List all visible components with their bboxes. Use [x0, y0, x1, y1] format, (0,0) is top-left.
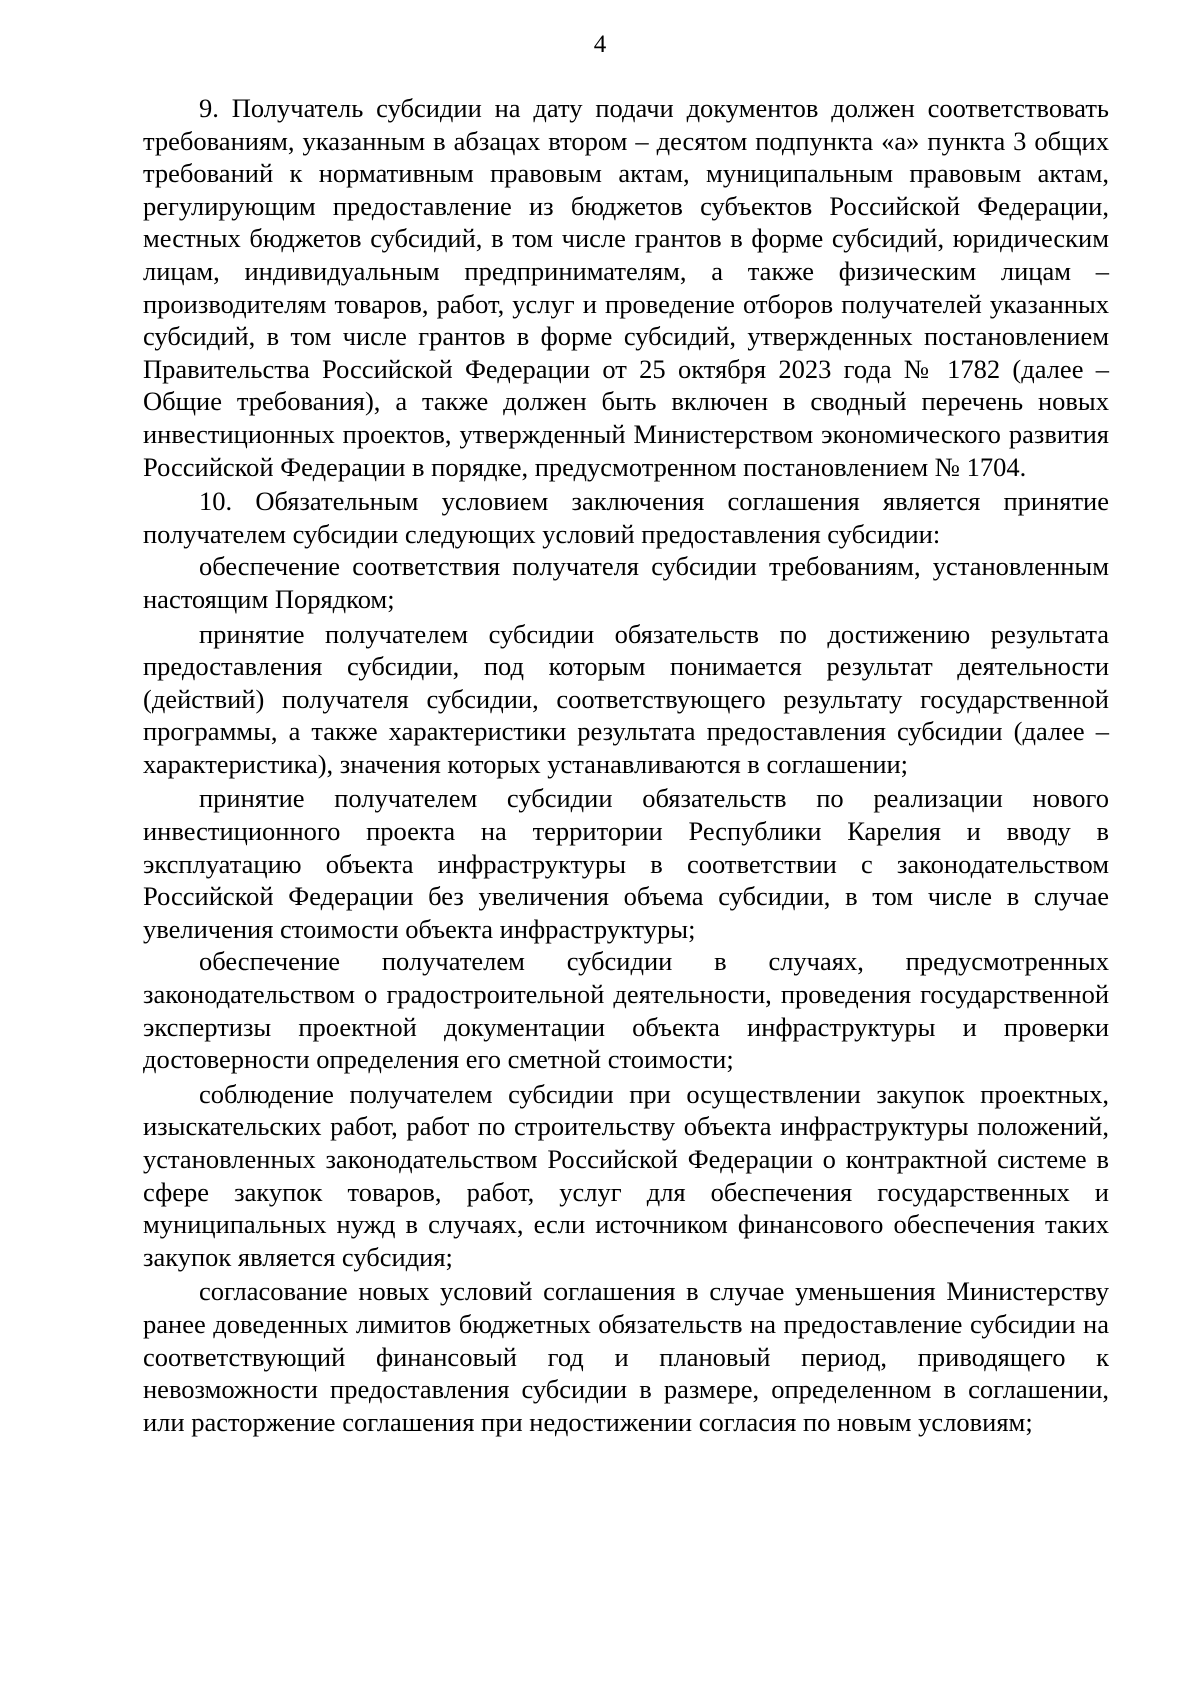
page-number: 4: [593, 31, 607, 58]
paragraph-item-10: 10. Обязательным условием заключения соглашения является принятие получателем субсидии следующих условий предоставления субсидии:: [143, 486, 1109, 549]
condition-agreement-amendment: согласование новых условий соглашения в случае уменьшения Министерству ранее доведенных лимитов бюджетных обязательств на предоставление субсидии на соответствующий финансовый год и плановый период, приводящего к невозможности предоставления субсидии в размере, определенном в соглашении, или расторжение соглашения при недостижении согласия по новым условиям;: [143, 1276, 1109, 1437]
document-body: [143, 92, 1109, 1438]
condition-compliance-requirements: обеспечение соответствия получателя субсидии требованиям, установленным настоящим Порядком;: [143, 551, 1109, 614]
condition-result-obligations: принятие получателем субсидии обязательств по достижению результата предоставления субсидии, под которым понимается результат деятельности (действий) получателя субсидии, соответствующего результату государственной программы, а также характеристики результата предоставления субсидии (далее – характеристика), значения которых устанавливаются в соглашении;: [143, 618, 1109, 779]
condition-project-implementation: принятие получателем субсидии обязательств по реализации нового инвестиционного проекта на территории Республики Карелия и вводу в эксплуатацию объекта инфраструктуры в соответствии с законодательством Российской Федерации без увеличения объема субсидии, в том числе в случае увеличения стоимости объекта инфраструктуры;: [143, 783, 1109, 944]
condition-procurement-compliance: соблюдение получателем субсидии при осуществлении закупок проектных, изыскательских работ, работ по строительству объекта инфраструктуры положений, установленных законодательством Российской Федерации о контрактной системе в сфере закупок товаров, работ, услуг для обеспечения государственных и муниципальных нужд в случаях, если источником финансового обеспечения таких закупок является субсидия;: [143, 1078, 1109, 1272]
condition-state-expertise: обеспечение получателем субсидии в случаях, предусмотренных законодательством о градостроительной деятельности, проведения государственной экспертизы проектной документации объекта инфраструктуры и проверки достоверности определения его сметной стоимости;: [143, 946, 1109, 1075]
paragraph-item-9: 9. Получатель субсидии на дату подачи документов должен соответствовать требованиям, указанным в абзацах втором – десятом подпункта «а» пункта 3 общих требований к нормативным правовым актам, муниципальным правовым актам, регулирующим предоставление из бюджетов субъектов Российской Федерации, местных бюджетов субсидий, в том числе грантов в форме субсидий, юридическим лицам, индивидуальным предпринимателям, а также физическим лицам – производителям товаров, работ, услуг и проведение отборов получателей указанных субсидий, в том числе грантов в форме субсидий, утвержденных постановлением Правительства Российской Федерации от 25 октября 2023 года № 1782 (далее – Общие требования), а также должен быть включен в сводный перечень новых инвестиционных проектов, утвержденный Министерством экономического развития Российской Федерации в порядке, предусмотренном постановлением № 1704.: [143, 93, 1109, 482]
